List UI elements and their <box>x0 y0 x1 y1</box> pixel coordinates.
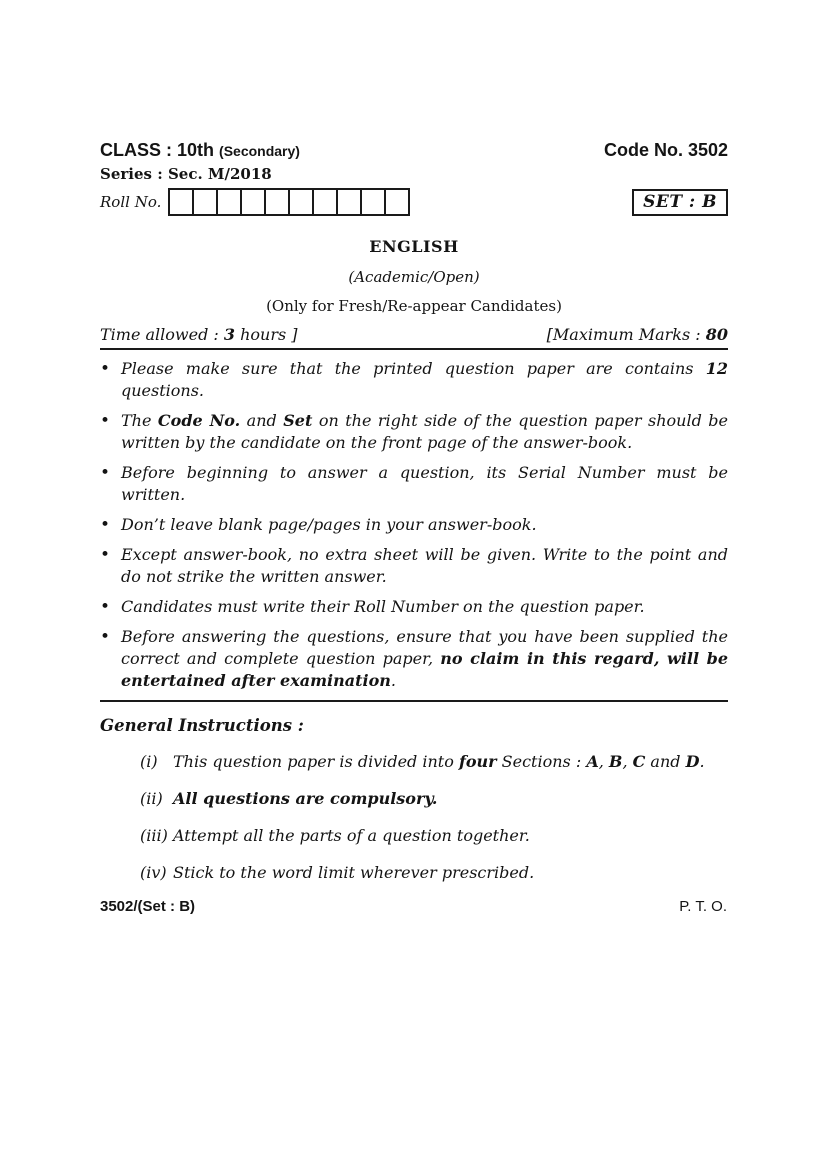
class-sub-label: (Secondary) <box>219 143 300 159</box>
note-text: Please make sure that the printed question paper are contains 12 questions. <box>121 359 728 400</box>
page-content <box>100 140 728 899</box>
instruction-text: All questions are compulsory. <box>173 789 438 808</box>
instruction-number: (i) <box>140 752 158 771</box>
note-item <box>100 410 728 454</box>
page-footer <box>100 898 727 915</box>
class-label: CLASS : 10th <box>100 140 215 160</box>
instruction-number: (iii) <box>140 826 168 845</box>
instruction-text: This question paper is divided into four Sections : A, B, C and D. <box>173 752 705 771</box>
footer-code: 3502/(Set : B) <box>100 898 196 915</box>
maximum-marks: [Maximum Marks : 80 <box>546 325 728 344</box>
roll-cell <box>314 190 338 214</box>
note-item <box>100 358 728 402</box>
instruction-item <box>140 862 728 884</box>
roll-cell <box>170 190 194 214</box>
bullet-icon: • <box>100 545 111 565</box>
roll-cell <box>290 190 314 214</box>
instruction-number: (ii) <box>140 789 163 808</box>
bullet-icon: • <box>100 411 111 431</box>
roll-number-row <box>100 188 728 216</box>
instruction-text: Stick to the word limit wherever prescribed. <box>173 863 535 882</box>
instruction-number: (iv) <box>140 863 167 882</box>
time-allowed: Time allowed : 3 hours ] <box>100 325 298 344</box>
set-badge: SET : B <box>632 189 728 216</box>
note-text: Candidates must write their Roll Number on the question paper. <box>121 597 645 616</box>
bullet-icon: • <box>100 597 111 617</box>
note-item <box>100 596 728 618</box>
note-text: Except answer-book, no extra sheet will be given. Write to the point and do not strike the written answer. <box>121 545 728 586</box>
roll-cell <box>242 190 266 214</box>
note-text: Don’t leave blank page/pages in your answer-book. <box>121 515 537 534</box>
instruction-text: Attempt all the parts of a question together. <box>173 826 530 845</box>
code-number: Code No. 3502 <box>603 140 728 160</box>
time-marks-row <box>100 325 728 350</box>
general-instructions-heading: General Instructions : <box>100 716 304 735</box>
stream-subtitle: (Academic/Open) <box>348 268 480 286</box>
class-heading <box>100 140 300 161</box>
note-item <box>100 626 728 692</box>
roll-cell <box>362 190 386 214</box>
section-divider <box>100 700 728 702</box>
note-text: Before answering the questions, ensure that you have been supplied the correct and complete question paper, no claim in this regard, will be entertained after examination. <box>121 627 729 690</box>
instruction-item <box>140 788 728 810</box>
bullet-icon: • <box>100 463 111 483</box>
subject-title: ENGLISH <box>369 237 459 256</box>
bullet-icon: • <box>100 627 111 647</box>
roll-number-boxes <box>168 188 410 216</box>
roll-cell <box>386 190 408 214</box>
note-text: The Code No. and Set on the right side of the question paper should be written by the candidate on the front page of the answer-book. <box>121 411 729 452</box>
general-instructions-list <box>140 751 728 884</box>
instruction-item <box>140 825 728 847</box>
note-item <box>100 514 728 536</box>
instruction-item <box>140 751 728 773</box>
bullet-icon: • <box>100 515 111 535</box>
roll-cell <box>218 190 242 214</box>
footer-pto: P. T. O. <box>679 898 727 915</box>
eligibility-note: (Only for Fresh/Re-appear Candidates) <box>266 297 562 315</box>
note-item <box>100 462 728 506</box>
series-label: Series : Sec. M/2018 <box>100 165 272 183</box>
candidate-notes <box>100 358 728 692</box>
roll-cell <box>194 190 218 214</box>
header-row <box>100 140 728 161</box>
roll-no-label: Roll No. <box>100 193 162 211</box>
roll-cell <box>266 190 290 214</box>
note-item <box>100 544 728 588</box>
roll-cell <box>338 190 362 214</box>
bullet-icon: • <box>100 359 111 379</box>
note-text: Before beginning to answer a question, its Serial Number must be written. <box>121 463 728 504</box>
